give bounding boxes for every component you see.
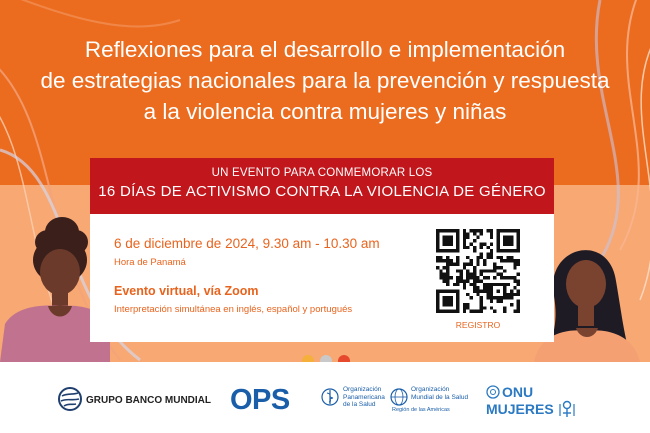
onu-text: ONU bbox=[502, 384, 534, 400]
banner-subtitle: UN EVENTO PARA CONMEMORAR LOS bbox=[211, 167, 433, 179]
interpretation-note: Interpretación simultánea en inglés, español y portugués bbox=[114, 304, 353, 315]
event-title bbox=[20, 34, 630, 127]
event-banner bbox=[90, 158, 554, 214]
title-line-3: a la violencia contra mujeres y niñas bbox=[143, 99, 507, 124]
event-venue: Evento virtual, vía Zoom bbox=[114, 284, 259, 298]
who-region: Región de las Américas bbox=[392, 407, 450, 413]
ops-logo: OPS bbox=[230, 384, 290, 416]
event-date: 6 de diciembre de 2024, 9.30 am - 10.30 am bbox=[114, 236, 380, 251]
who-name: Organización Mundial de la Salud bbox=[411, 386, 469, 401]
event-timezone: Hora de Panamá bbox=[114, 257, 186, 268]
title-line-1: Reflexiones para el desarrollo e implementación bbox=[84, 37, 566, 62]
world-bank-globe-icon bbox=[58, 387, 82, 411]
paho-emblem-icon bbox=[321, 388, 339, 406]
paho-name: Organización Panamericana de la Salud bbox=[343, 386, 385, 408]
registration-qr-code[interactable] bbox=[436, 229, 520, 313]
un-emblem-icon bbox=[486, 385, 500, 399]
dot-yellow bbox=[302, 355, 314, 362]
world-bank-logo-text: GRUPO BANCO MUNDIAL bbox=[86, 395, 211, 406]
event-details-card bbox=[90, 214, 554, 342]
dot-red bbox=[338, 355, 350, 362]
banner-headline: 16 DÍAS DE ACTIVISMO CONTRA LA VIOLENCIA DE GÉNERO bbox=[98, 183, 546, 200]
un-women-symbol-icon bbox=[558, 400, 576, 418]
pagination-dots bbox=[302, 355, 352, 362]
title-line-2: de estrategias nacionales para la prevención y respuesta bbox=[40, 68, 610, 93]
registration-label[interactable]: REGISTRO bbox=[455, 320, 501, 330]
partner-logos-footer bbox=[0, 362, 650, 433]
mujeres-text: MUJERES bbox=[486, 401, 554, 417]
dot-grey bbox=[320, 355, 332, 362]
who-emblem-icon bbox=[390, 388, 408, 406]
